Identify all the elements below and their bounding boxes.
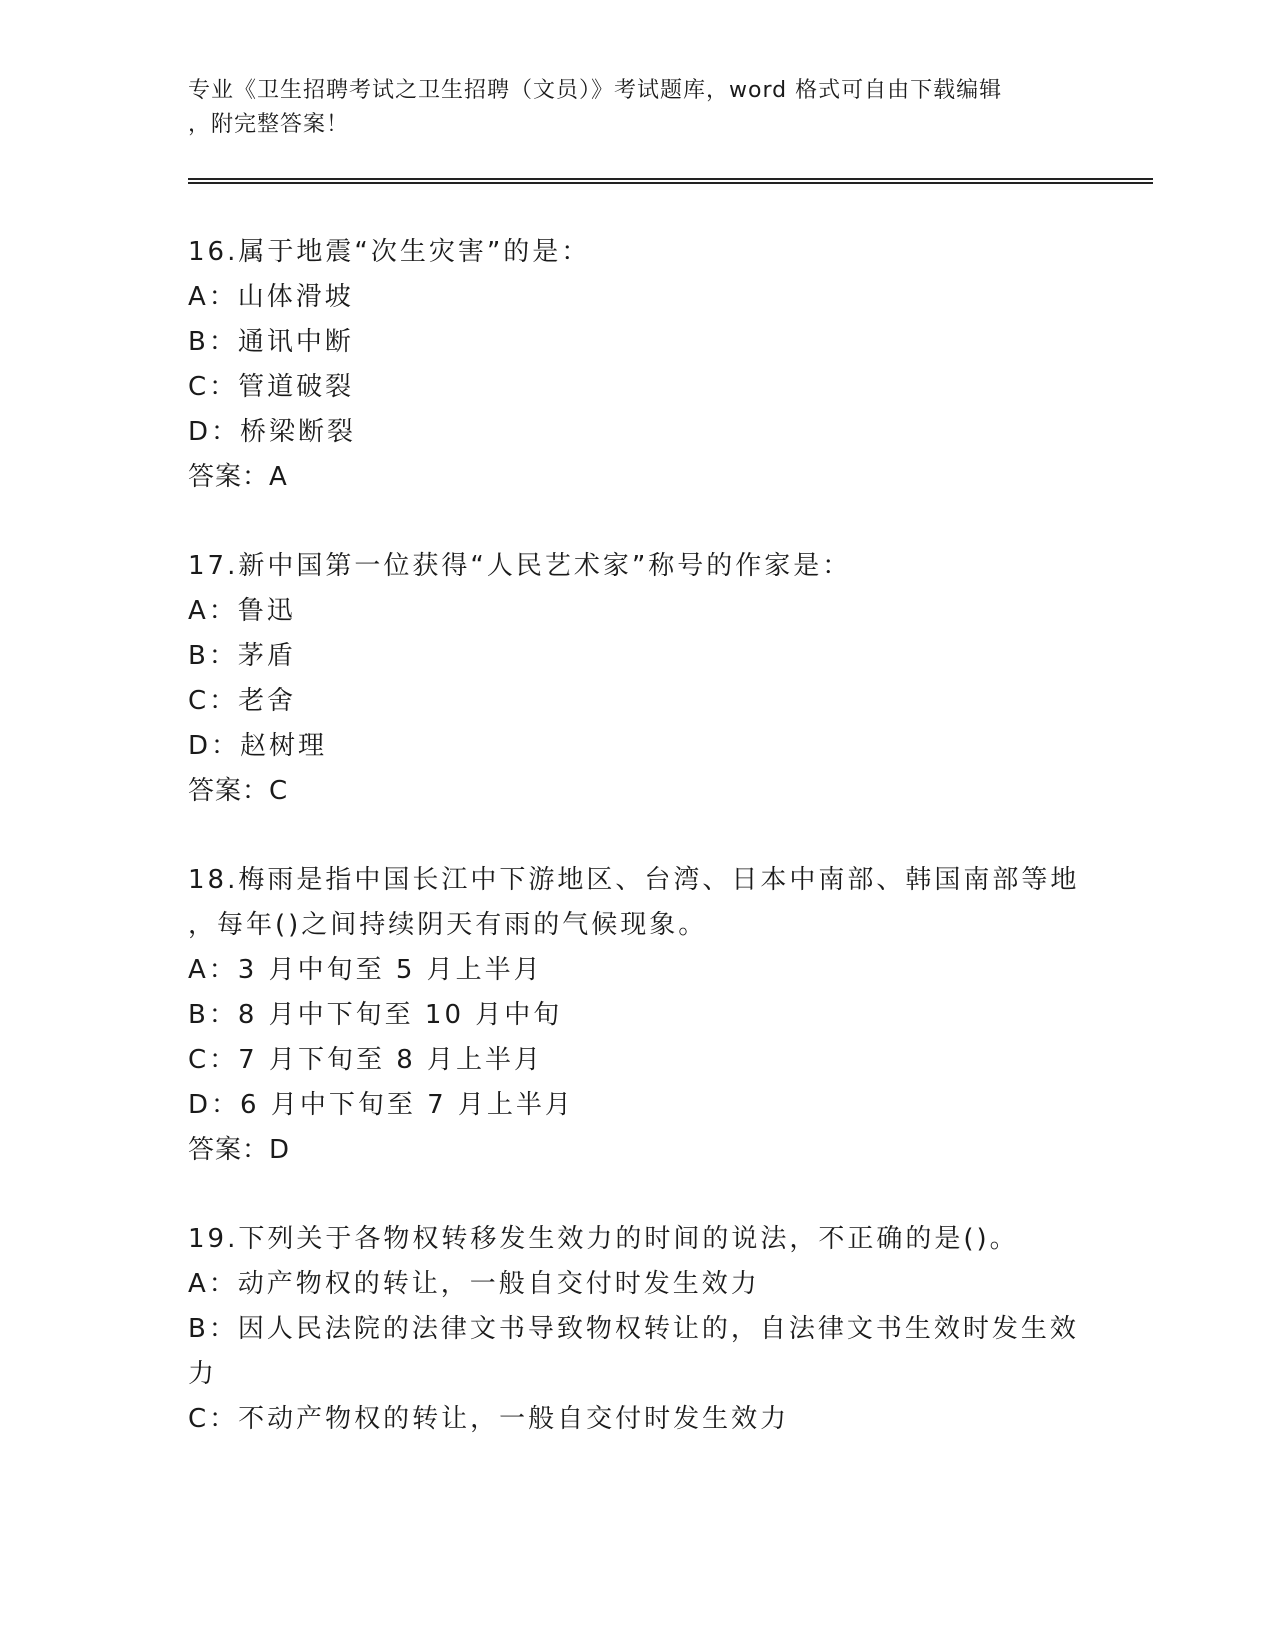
option-a: A：山体滑坡 [188,282,354,312]
header-line-2: ，附完整答案！ [188,112,350,137]
option-c: C：老舍 [188,686,297,716]
option-b: B：因人民法院的法律文书导致物权转让的，自法律文书生效时发生效 [188,1314,1079,1344]
option-b-continued: 力 [188,1359,218,1389]
header-line-1: 专业《卫生招聘考试之卫生招聘（文员）》考试题库，word 格式可自由下载编辑 [188,78,1003,103]
question-stem-continued: ，每年()之间持续阴天有雨的气候现象。 [188,910,708,940]
option-c: C：管道破裂 [188,372,355,402]
option-c: C：不动产物权的转让，一般自交付时发生效力 [188,1404,790,1434]
question-18 [188,858,1088,1173]
question-stem: 16.属于地震“次生灾害”的是： [188,237,591,267]
question-19 [188,1217,1088,1442]
question-17 [188,544,1088,814]
option-b: B：8 月中下旬至 10 月中旬 [188,1000,563,1030]
document-header [188,74,1088,142]
answer-line: 答案：C [188,776,289,806]
option-d: D：6 月中下旬至 7 月上半月 [188,1090,574,1120]
option-a: A：动产物权的转让，一般自交付时发生效力 [188,1269,760,1299]
question-stem: 18.梅雨是指中国长江中下游地区、台湾、日本中南部、韩国南部等地 [188,865,1080,895]
answer-line: 答案：D [188,1135,291,1165]
question-stem: 17.新中国第一位获得“人民艺术家”称号的作家是： [188,551,852,581]
header-double-rule [188,178,1153,184]
question-16 [188,230,1088,500]
option-b: B：通讯中断 [188,327,354,357]
option-b: B：茅盾 [188,641,296,671]
option-d: D：桥梁断裂 [188,417,357,447]
question-stem: 19.下列关于各物权转移发生效力的时间的说法，不正确的是()。 [188,1224,1019,1254]
option-a: A：3 月中旬至 5 月上半月 [188,955,543,985]
question-list [188,230,1088,1486]
option-a: A：鲁迅 [188,596,296,626]
option-d: D：赵树理 [188,731,328,761]
answer-line: 答案：A [188,462,288,492]
option-c: C：7 月下旬至 8 月上半月 [188,1045,544,1075]
